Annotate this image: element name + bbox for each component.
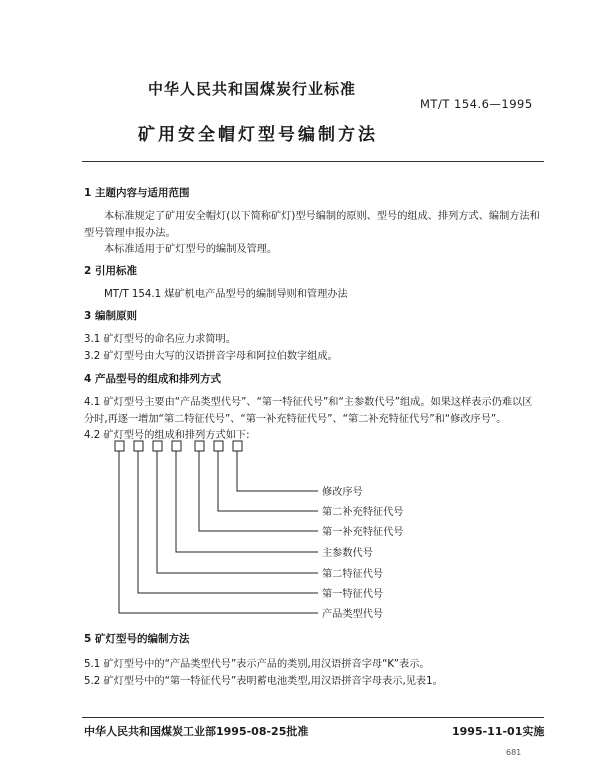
section-1-heading: 1 主题内容与适用范围 <box>84 187 190 199</box>
standard-org-heading: 中华人民共和国煤炭行业标准 <box>148 80 357 98</box>
implementation-date: 1995-11-01实施 <box>452 725 545 738</box>
diagram-label-6: 第一特征代号 <box>322 589 384 600</box>
diagram-label-5: 第二特征代号 <box>322 569 384 580</box>
diagram-label-1: 修改序号 <box>322 487 363 498</box>
clause-5-2: 5.2 矿灯型号中的“第一特征代号”表明蓄电池类型,用汉语拼音字母表示,见表1。 <box>84 676 443 687</box>
clause-3-1: 3.1 矿灯型号的命名应力求简明。 <box>84 334 236 345</box>
page-number: 681 <box>506 748 522 757</box>
section-5-heading: 5 矿灯型号的编制方法 <box>84 633 190 645</box>
leader-line-4 <box>176 451 318 552</box>
section-1-paragraph-line2: 型号管理申报办法。 <box>84 228 176 239</box>
footer-divider <box>82 717 544 718</box>
diagram-label-2: 第二补充特征代号 <box>322 507 404 518</box>
code-box-2 <box>134 441 143 451</box>
section-2-heading: 2 引用标准 <box>84 265 137 277</box>
diagram-label-7: 产品类型代号 <box>322 609 384 620</box>
clause-4-1-line1: 4.1 矿灯型号主要由“产品类型代号”、“第一特征代号”和“主参数代号”组成。如果这样表示仍难以区 <box>84 397 533 408</box>
code-box-7 <box>233 441 242 451</box>
code-box-1 <box>115 441 124 451</box>
section-1-paragraph-line1: 本标准规定了矿用安全帽灯(以下简称矿灯)型号编制的原则、型号的组成、排列方式、编制方法和 <box>104 211 540 222</box>
clause-4-2: 4.2 矿灯型号的组成和排列方式如下: <box>84 430 250 441</box>
approval-info: 中华人民共和国煤炭工业部1995-08-25批准 <box>84 725 309 738</box>
code-box-4 <box>172 441 181 451</box>
clause-5-1: 5.1 矿灯型号中的“产品类型代号”表示产品的类别,用汉语拼音字母“K”表示。 <box>84 659 430 670</box>
code-box-3 <box>153 441 162 451</box>
section-3-heading: 3 编制原则 <box>84 310 137 322</box>
reference-standard: MT/T 154.1 煤矿机电产品型号的编制导则和管理办法 <box>104 289 348 300</box>
standard-number: MT/T 154.6—1995 <box>420 97 533 111</box>
clause-3-2: 3.2 矿灯型号由大写的汉语拼音字母和阿拉伯数字组成。 <box>84 351 338 362</box>
code-box-5 <box>195 441 204 451</box>
code-box-6 <box>214 441 223 451</box>
leader-line-2 <box>218 451 318 511</box>
diagram-label-4: 主参数代号 <box>322 548 373 559</box>
clause-4-1-line2: 分时,再逐一增加“第二特征代号”、“第一补充特征代号”、“第二补充特征代号”和“修改序号”。 <box>84 414 507 425</box>
diagram-label-3: 第一补充特征代号 <box>322 527 404 538</box>
section-4-heading: 4 产品型号的组成和排列方式 <box>84 373 221 385</box>
leader-line-1 <box>237 451 318 491</box>
leader-line-6 <box>138 451 318 593</box>
section-1-scope: 本标准适用于矿灯型号的编制及管理。 <box>104 244 278 255</box>
document-title: 矿用安全帽灯型号编制方法 <box>138 125 378 145</box>
